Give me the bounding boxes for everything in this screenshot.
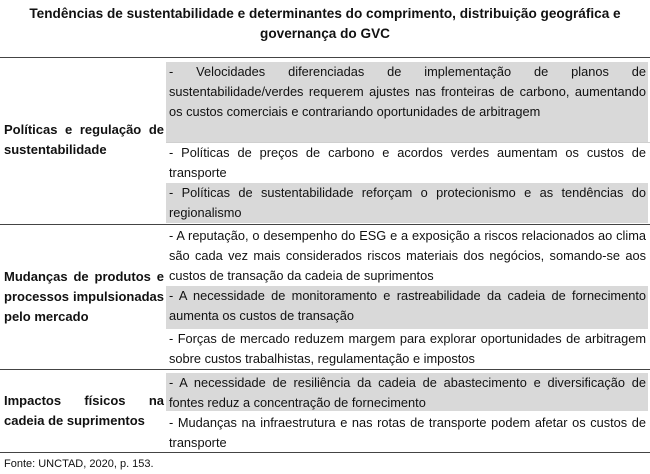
bottom-rule	[0, 452, 650, 453]
source-note: Fonte: UNCTAD, 2020, p. 153.	[4, 458, 154, 470]
row-item: - Políticas de preços de carbono e acordos verdes aumentam os custos de transporte	[169, 145, 646, 180]
row-label-sustainability-policies: Políticas e regulação de sustentabilidade	[4, 122, 164, 157]
row-label-market-driven-changes: Mudanças de produtos e processos impulsionadas pelo mercado	[4, 269, 164, 324]
row-item: - A necessidade de resiliência da cadeia de abastecimento e diversificação de fontes reduz a concentração de fornecimento	[166, 373, 648, 411]
row-item: - Velocidades diferenciadas de implementação de planos de sustentabilidade/verdes requerem ajustes nas fronteiras de carbono, aumentando os custos comerciais e contrariando oportunidades de arbitragem	[166, 62, 648, 142]
group-divider	[0, 369, 650, 370]
row-item: - Mudanças na infraestrutura e nas rotas de transporte podem afetar os custos de transporte	[169, 415, 646, 450]
top-rule	[0, 57, 650, 58]
row-item: - Políticas de sustentabilidade reforçam o protecionismo e as tendências do regionalismo	[166, 183, 648, 223]
group-divider	[0, 224, 650, 225]
row-item: - A necessidade de monitoramento e rastreabilidade da cadeia de fornecimento aumenta os custos de transação	[166, 286, 648, 329]
row-label-physical-impacts: Impactos físicos na cadeia de suprimentos	[4, 393, 164, 428]
row-item: - A reputação, o desempenho do ESG e a exposição a riscos relacionados ao clima são cada vez mais considerados riscos materiais dos negócios, somando-se aos custos de transação da cadeia de suprimentos	[169, 228, 646, 283]
table-title: Tendências de sustentabilidade e determinantes do comprimento, distribuição geográfica e governança do GVC	[29, 6, 621, 41]
row-item: - Forças de mercado reduzem margem para explorar oportunidades de arbitragem sobre custos trabalhistas, regulamentação e impostos	[169, 331, 646, 366]
